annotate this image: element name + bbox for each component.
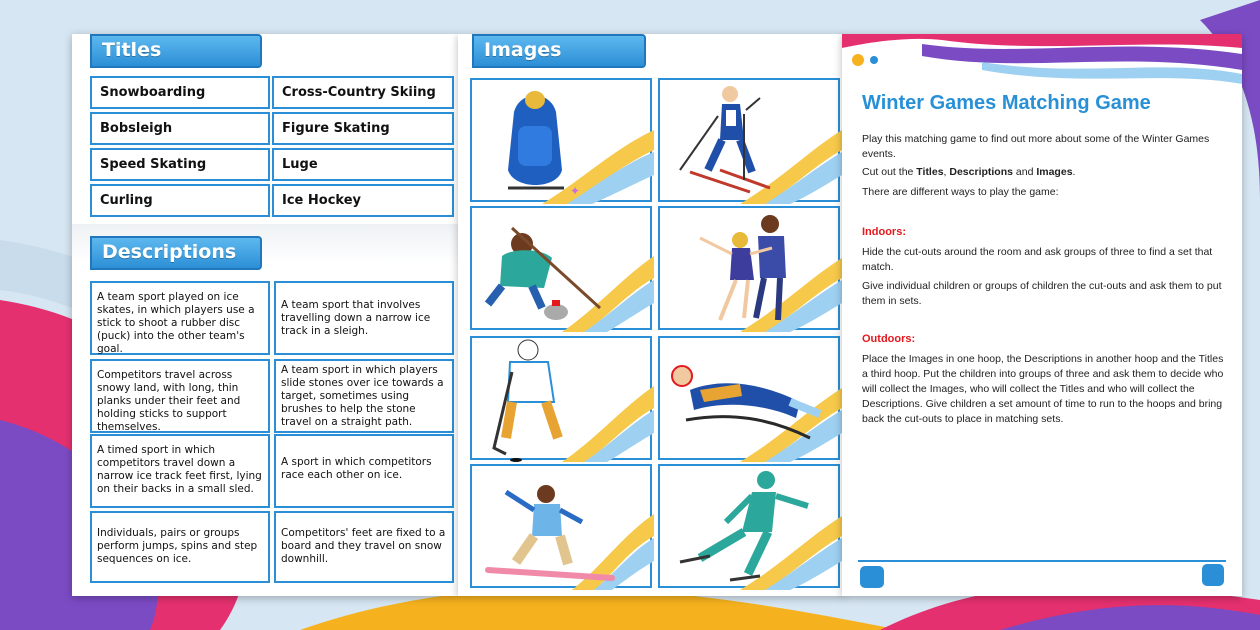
image-card[interactable] xyxy=(658,336,840,460)
description-card[interactable] xyxy=(274,434,454,508)
description-text: A team sport that involves travelling down a narrow ice track in a sleigh. xyxy=(281,298,431,337)
image-card[interactable] xyxy=(470,464,652,588)
ways-paragraph: There are different ways to play the game: xyxy=(862,186,1059,198)
cut-descriptions-bold: Descriptions xyxy=(949,166,1013,178)
title-text: Speed Skating xyxy=(100,157,207,172)
title-card[interactable] xyxy=(272,148,454,181)
image-card[interactable] xyxy=(470,336,652,460)
speed-skater-icon xyxy=(660,466,842,590)
ice-hockey-player-icon xyxy=(472,338,654,462)
title-text: Snowboarding xyxy=(100,85,206,100)
title-text: Figure Skating xyxy=(282,121,390,136)
logo-badge-right xyxy=(1202,564,1224,586)
indoors-paragraph-2: Give individual children or groups of children the cut-outs and ask them to put them in sets. xyxy=(862,280,1222,307)
intro-paragraph: Play this matching game to find out more about some of the Winter Games events. xyxy=(862,133,1210,160)
title-text: Cross-Country Skiing xyxy=(282,85,436,100)
figure-skating-pair-icon xyxy=(660,208,842,332)
title-text: Luge xyxy=(282,157,318,172)
title-card[interactable] xyxy=(272,112,454,145)
cut-text: . xyxy=(1072,166,1076,178)
cut-titles-bold: Titles xyxy=(916,166,944,178)
image-card[interactable] xyxy=(658,206,840,330)
descriptions-section-label: Descriptions xyxy=(90,236,262,270)
bobsleigh-icon xyxy=(472,80,654,204)
logo-badge-left xyxy=(860,566,884,588)
images-sheet xyxy=(458,34,844,596)
title-text: Bobsleigh xyxy=(100,121,173,136)
outdoors-heading: Outdoors: xyxy=(862,333,916,345)
title-card[interactable] xyxy=(90,184,270,217)
description-card[interactable] xyxy=(274,281,454,355)
cross-country-skier-icon xyxy=(660,80,842,204)
title-text: Curling xyxy=(100,193,153,208)
titles-descriptions-sheet xyxy=(72,34,458,596)
svg-text:✦: ✦ xyxy=(570,184,581,198)
cut-text: Cut out the xyxy=(862,166,917,178)
page-title: Winter Games Matching Game xyxy=(862,92,1151,114)
luge-rider-icon xyxy=(660,338,842,462)
title-card[interactable] xyxy=(90,148,270,181)
cut-text: , xyxy=(943,166,950,178)
image-card[interactable] xyxy=(658,464,840,588)
cut-text: and xyxy=(1012,166,1037,178)
title-text: Ice Hockey xyxy=(282,193,361,208)
image-card[interactable] xyxy=(658,78,840,202)
description-text: A sport in which competitors race each other on ice. xyxy=(281,456,432,481)
title-card[interactable] xyxy=(90,76,270,109)
description-text: A timed sport in which competitors travel down a narrow ice track feet first, lying on their backs in a small sled. xyxy=(97,444,262,495)
description-text: Competitors' feet are fixed to a board and they travel on snow downhill. xyxy=(281,527,446,565)
instructions-sheet xyxy=(842,34,1242,596)
description-card[interactable] xyxy=(90,281,270,355)
title-card[interactable] xyxy=(272,76,454,109)
description-card[interactable] xyxy=(274,511,454,583)
description-text: Individuals, pairs or groups perform jumps, spins and step sequences on ice. xyxy=(97,527,258,565)
description-card[interactable] xyxy=(90,434,270,508)
description-card[interactable] xyxy=(90,359,270,433)
description-text: A team sport in which players slide stones over ice towards a target, sometimes using brushes to help the stone travel on a straight path. xyxy=(281,364,444,428)
titles-section-label: Titles xyxy=(90,34,262,68)
cut-out-instruction xyxy=(862,165,1226,180)
title-card[interactable] xyxy=(272,184,454,217)
title-card[interactable] xyxy=(90,112,270,145)
image-card[interactable] xyxy=(470,206,652,330)
snowboarder-icon xyxy=(472,466,654,590)
footer-divider xyxy=(858,560,1226,562)
description-text: A team sport played on ice skates, in which players use a stick to shoot a rubber disc (puck) into the other team's goal. xyxy=(97,291,255,355)
description-text: Competitors travel across snowy land, with long, thin planks under their feet and holding sticks to support themselves. xyxy=(97,369,241,433)
images-section-label: Images xyxy=(472,34,646,68)
outdoors-paragraph: Place the Images in one hoop, the Descriptions in another hoop and the Titles a third hoop. Put the children into groups of three and ask them to decide who will collect the Images, who will collect the Titles and who will collect the Descriptions. Give children a set amount of time to run to the hoops and bring back the cut-outs to place in matching sets. xyxy=(862,353,1224,425)
header-ribbon-decoration xyxy=(842,34,1242,84)
indoors-paragraph-1: Hide the cut-outs around the room and ask groups of three to find a set that match. xyxy=(862,246,1213,273)
cut-images-bold: Images xyxy=(1036,166,1073,178)
curling-player-icon xyxy=(472,208,654,332)
indoors-heading: Indoors: xyxy=(862,226,906,238)
description-card[interactable] xyxy=(274,359,454,433)
image-card[interactable] xyxy=(470,78,652,202)
description-card[interactable] xyxy=(90,511,270,583)
